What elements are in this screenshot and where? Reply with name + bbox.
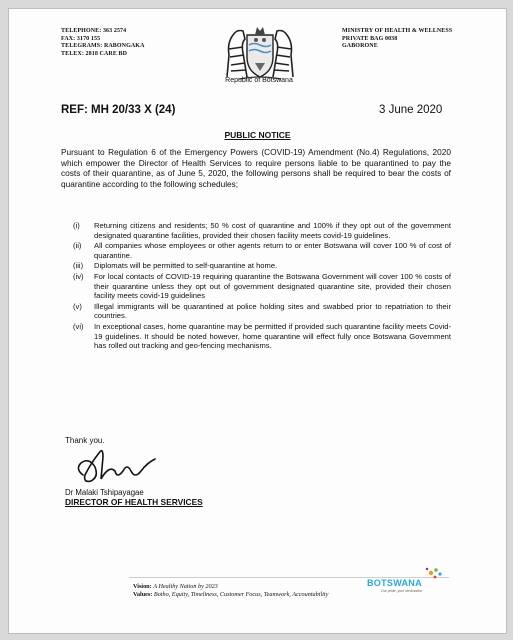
intro-paragraph: Pursuant to Regulation 6 of the Emergency Powers (COVID-19) Amendment (No.4) Regulations, 2020 which empower the Director of Health Services to require persons liable to be quarantined to pay the costs of their quarantine, as of June 5, 2020, the following persons shall be required to bear the costs of quarantine according to the following schedules; <box>61 147 451 189</box>
schedule-number: (i) <box>73 221 80 230</box>
vision-label: Vision: <box>133 583 152 590</box>
schedule-number: (iii) <box>73 261 84 271</box>
document-date: 3 June 2020 <box>379 104 443 116</box>
schedule-number: (iv) <box>73 271 84 281</box>
telegrams-line: TELEGRAMS: RABONGAKA <box>61 43 145 50</box>
vision-line <box>133 583 363 591</box>
handwritten-signature <box>69 441 159 487</box>
schedule-text: Illegal immigrants will be quarantined at police holding sites and swabbed prior to repatriation to their countries. <box>94 301 451 321</box>
vision-values-block <box>133 583 363 599</box>
signer-name: Dr Malaki Tshipayagae <box>65 488 144 497</box>
signer-title: DIRECTOR OF HEALTH SERVICES <box>65 497 203 507</box>
telephone-line: TELEPHONE: 363 2574 <box>61 28 127 34</box>
values-label: Values: <box>133 590 153 598</box>
schedule-text: All companies whose employees or other agents return to or enter Botswana will cover 100 % of cost of quarantine. <box>94 241 451 260</box>
schedule-text: In exceptional cases, home quarantine may be permitted if provided such quarantine facility meets Covid-19 guidelines. It should be noted however, home quarantine will effect fully once Botswana Government has rolled out tracking and geo-fencing mechanisms. <box>94 321 451 351</box>
schedule-list <box>61 221 451 352</box>
brand-wordmark: BOTSWANA <box>367 578 422 588</box>
values-text: Botho, Equity, Timeliness, Customer Focus, Teamwork, Accountability <box>153 590 329 598</box>
schedule-item <box>61 261 451 271</box>
schedule-number: (v) <box>73 301 82 311</box>
fax-line: FAX: 3170 155 <box>61 35 101 42</box>
schedule-item <box>61 241 451 260</box>
schedule-text: Diplomats will be permitted to self-quarantine at home. <box>94 261 278 271</box>
schedule-text: Returning citizens and residents; 50 % cost of quarantine and 100% if they opt out of the government designated quarantine facilities, provided their chosen facility meets covid-19 guidelines. <box>94 221 451 240</box>
document-page <box>8 8 507 634</box>
schedule-item <box>61 272 451 301</box>
ministry-name: MINISTRY OF HEALTH & WELLNESS <box>342 28 453 34</box>
contact-block <box>61 28 145 58</box>
schedule-item <box>61 302 451 321</box>
telex-line: TELEX: 2818 CARE BD <box>61 50 128 57</box>
coat-of-arms-caption: Republic of Botswana <box>225 77 293 84</box>
ministry-address-block <box>342 28 452 51</box>
private-bag: PRIVATE BAG 0038 <box>342 35 398 42</box>
city: GABORONE <box>342 43 378 50</box>
schedule-item <box>61 322 451 351</box>
reference-number: REF: MH 20/33 X (24) <box>61 104 176 116</box>
closing-text: Thank you. <box>65 436 105 445</box>
coat-of-arms-emblem <box>209 19 311 83</box>
schedule-item <box>61 221 451 240</box>
schedule-number: (vi) <box>73 321 84 331</box>
schedule-number: (ii) <box>73 241 82 251</box>
schedule-text: For local contacts of COVID-19 requiring quarantine the Botswana Government will cover 100 % costs of their quarantine unless they opt out of government designated quarantine site, provided their chosen facility meets covid-19 guidelines <box>94 271 451 301</box>
vision-text: A Healthy Nation by 2023 <box>153 583 218 590</box>
values-line <box>133 591 363 599</box>
notice-title: PUBLIC NOTICE <box>224 130 291 140</box>
brand-tagline: Our pride, your destination <box>381 589 423 593</box>
